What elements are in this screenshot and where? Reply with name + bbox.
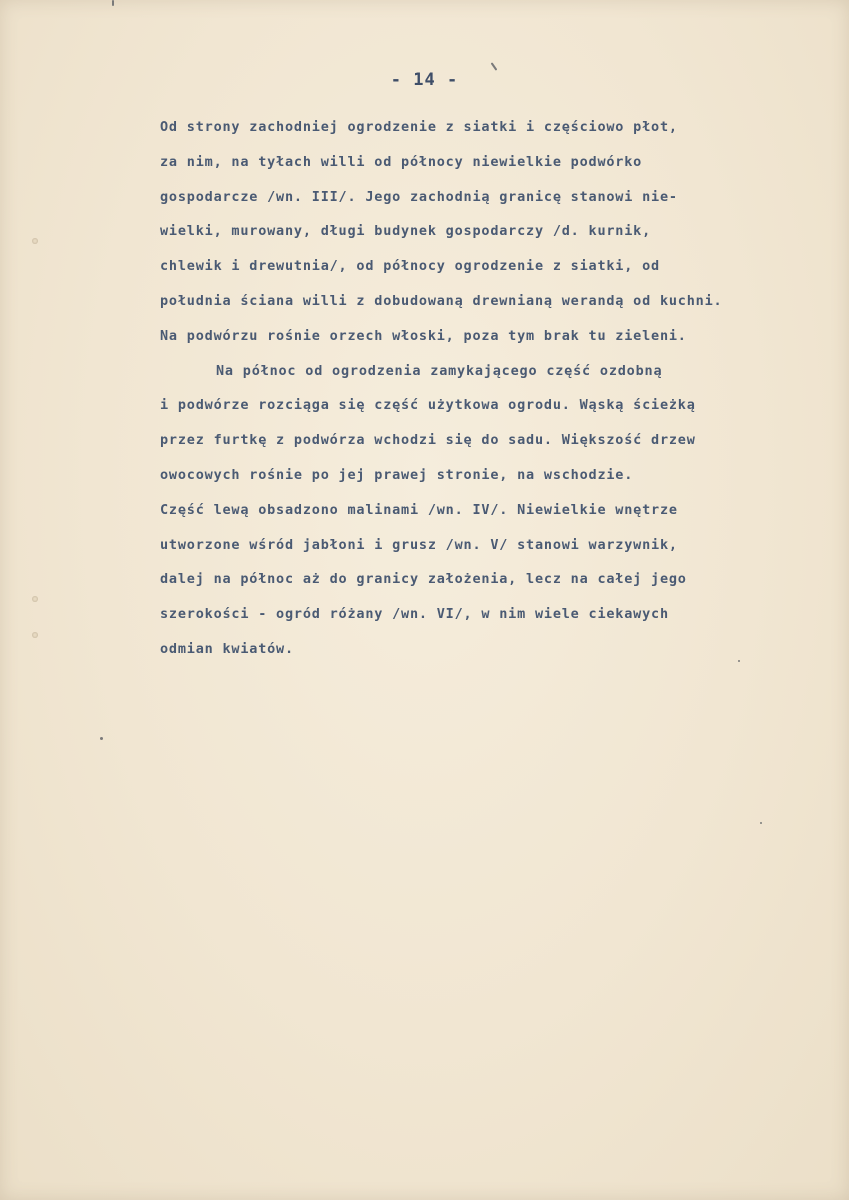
- text-line: południa ściana willi z dobudowaną drewnianą werandą od kuchni.: [160, 292, 723, 309]
- text-line: wielki, murowany, długi budynek gospodarczy /d. kurnik,: [160, 223, 652, 240]
- punch-hole: [32, 632, 38, 638]
- text-line: i podwórze rozciąga się część użytkowa ogrodu. Wąską ścieżką: [160, 397, 696, 414]
- text-line: za nim, na tyłach willi od północy niewielkie podwórko: [160, 153, 643, 170]
- text-line: Część lewą obsadzono malinami /wn. IV/. Niewielkie wnętrze: [160, 501, 678, 518]
- text-line: odmian kwiatów.: [160, 640, 294, 657]
- punch-hole: [32, 238, 38, 244]
- page-number: - 14 -: [390, 70, 459, 90]
- paragraph-start-line: Na północ od ogrodzenia zamykającego część ozdobną: [216, 362, 663, 379]
- text-line: szerokości - ogród różany /wn. VI/, w nim wiele ciekawych: [160, 606, 669, 623]
- text-line: utworzone wśród jabłoni i grusz /wn. V/ stanowi warzywnik,: [160, 536, 678, 553]
- text-line: chlewik i drewutnia/, od północy ogrodzenie z siatki, od: [160, 258, 660, 275]
- ink-speck: [738, 660, 740, 662]
- text-line: gospodarcze /wn. III/. Jego zachodnią granicę stanowi nie-: [160, 188, 678, 205]
- text-line: Na podwórzu rośnie orzech włoski, poza tym brak tu zieleni.: [160, 327, 687, 344]
- ink-speck: [100, 737, 103, 740]
- text-line: przez furtkę z podwórza wchodzi się do sadu. Większość drzew: [160, 432, 696, 449]
- text-line: Od strony zachodniej ogrodzenie z siatki i częściowo płot,: [160, 119, 678, 135]
- text-line: owocowych rośnie po jej prawej stronie, na wschodzie.: [160, 466, 634, 483]
- ink-speck: [760, 822, 762, 824]
- text-line: dalej na północ aż do granicy założenia, lecz na całej jego: [160, 571, 687, 588]
- punch-hole: [32, 596, 38, 602]
- body-text: [160, 110, 849, 667]
- ink-mark: [112, 0, 114, 6]
